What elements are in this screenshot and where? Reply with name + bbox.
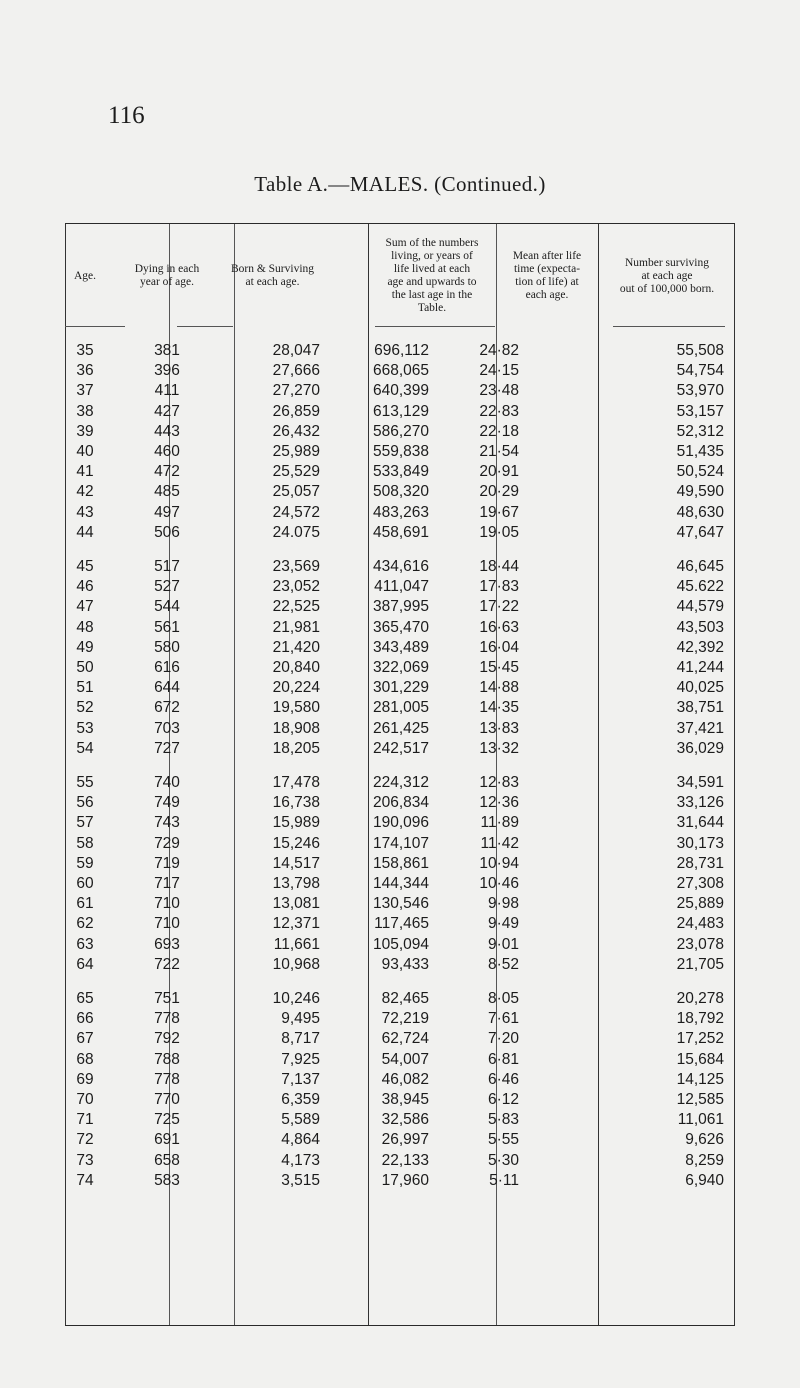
number-surviving-cell: 43,503 [676,618,724,636]
born-surviving-cell: 5,589 [281,1111,320,1129]
sum-living-cell: 190,096 [372,814,429,832]
mean-lifetime-cell: 13·32 [479,739,519,757]
number-surviving-cell: 41,244 [676,659,724,676]
sum-living-cell: 458,691 [372,523,429,541]
born-surviving-cell: 4,173 [281,1151,320,1169]
number-surviving-cell: 55,508 [676,342,724,359]
table-row [65,361,735,380]
number-surviving-cell: 33,126 [676,794,724,812]
born-surviving-cell: 23,052 [272,578,320,596]
number-surviving-cell: 20,278 [676,990,724,1007]
table-row [65,341,735,360]
mean-lifetime-cell: 6·81 [487,1050,519,1068]
dying-cell: 443 [154,422,180,440]
number-surviving-cell: 34,591 [676,774,724,791]
header-dying: Dying in each year of age. [134,263,200,288]
mean-lifetime-cell: 22·18 [479,422,519,440]
number-surviving-cell: 36,029 [676,739,724,757]
mean-lifetime-cell: 7·20 [487,1030,519,1048]
table-row [65,1029,735,1048]
sum-living-cell: 62,724 [381,1030,429,1048]
table-row [65,1070,735,1089]
born-surviving-cell: 3,515 [281,1171,320,1189]
table-row [65,678,735,697]
mean-lifetime-cell: 8·05 [487,990,519,1007]
table-row [65,1151,735,1170]
age-cell: 45 [76,558,94,575]
age-cell: 50 [76,659,94,676]
sum-living-cell: 483,263 [372,503,429,521]
born-surviving-cell: 10,246 [272,990,320,1007]
born-surviving-cell: 4,864 [281,1131,320,1149]
life-table [65,223,735,1326]
dying-cell: 672 [154,699,180,717]
born-surviving-cell: 7,137 [281,1070,320,1088]
age-cell: 38 [76,402,94,420]
born-surviving-cell: 18,205 [272,739,320,757]
age-cell: 49 [76,638,94,656]
born-surviving-cell: 12,371 [272,915,320,933]
table-row [65,1171,735,1190]
dying-cell: 751 [154,990,180,1007]
page-number: 116 [108,102,145,129]
mean-lifetime-cell: 9·01 [487,935,519,953]
sum-living-cell: 32,586 [381,1111,429,1129]
born-surviving-cell: 19,580 [272,699,320,717]
sum-living-cell: 343,489 [372,638,429,656]
header-number-surviving: Number surviving at each age out of 100,000 born. [619,256,715,295]
sum-living-cell: 640,399 [372,382,429,400]
mean-lifetime-cell: 21·54 [479,443,519,460]
mean-lifetime-cell: 10·94 [479,854,519,872]
born-surviving-cell: 20,224 [272,679,320,697]
dying-cell: 727 [154,739,180,757]
born-surviving-cell: 24,572 [272,503,320,521]
age-cell: 46 [76,578,94,596]
age-cell: 37 [76,382,94,400]
header-born-surviving: Born & Surviving at each age. [230,263,315,288]
mean-lifetime-cell: 5·30 [487,1151,519,1169]
sum-living-cell: 365,470 [372,618,429,636]
mean-lifetime-cell: 9·98 [487,895,519,913]
mean-lifetime-cell: 11·89 [480,814,519,832]
mean-lifetime-cell: 16·63 [479,618,519,636]
number-surviving-cell: 53,157 [676,402,724,420]
age-cell: 70 [76,1091,94,1108]
mean-lifetime-cell: 14·35 [479,699,519,717]
table-row [65,773,735,792]
number-surviving-cell: 31,644 [676,814,724,832]
number-surviving-cell: 42,392 [676,638,724,656]
dying-cell: 725 [154,1111,180,1129]
sum-living-cell: 533,849 [372,463,429,481]
born-surviving-cell: 16,738 [272,794,320,812]
age-cell: 43 [76,503,94,521]
sum-living-cell: 387,995 [372,598,429,616]
mean-lifetime-cell: 16·04 [479,638,519,656]
age-cell: 73 [76,1151,94,1169]
born-surviving-cell: 9,495 [281,1010,320,1028]
born-surviving-cell: 18,908 [272,719,320,737]
born-surviving-cell: 7,925 [281,1050,320,1068]
born-surviving-cell: 15,989 [272,814,320,832]
born-surviving-cell: 22,525 [272,598,320,616]
table-row [65,557,735,576]
table-row [65,834,735,853]
dying-cell: 497 [154,503,180,521]
dying-cell: 583 [154,1171,180,1189]
age-cell: 54 [76,739,94,757]
number-surviving-cell: 52,312 [676,422,724,440]
age-cell: 72 [76,1131,94,1149]
table-row [65,1130,735,1149]
dying-cell: 616 [154,659,180,676]
header-rule [375,326,495,327]
sum-living-cell: 158,861 [372,854,429,872]
dying-cell: 544 [154,598,180,616]
number-surviving-cell: 14,125 [676,1070,724,1088]
number-surviving-cell: 50,524 [676,463,724,481]
number-surviving-cell: 24,483 [676,915,724,933]
number-surviving-cell: 21,705 [676,955,724,973]
age-cell: 74 [76,1171,94,1189]
mean-lifetime-cell: 7·61 [487,1010,519,1028]
dying-cell: 658 [154,1151,180,1169]
sum-living-cell: 117,465 [374,915,429,933]
sum-living-cell: 224,312 [372,774,429,791]
sum-living-cell: 322,069 [372,659,429,676]
number-surviving-cell: 25,889 [676,895,724,913]
born-surviving-cell: 10,968 [272,955,320,973]
table-row [65,698,735,717]
mean-lifetime-cell: 19·05 [479,523,519,541]
age-cell: 63 [76,935,94,953]
mean-lifetime-cell: 5·55 [487,1131,519,1149]
age-cell: 36 [76,362,94,380]
number-surviving-cell: 40,025 [676,679,724,697]
table-row [65,955,735,974]
born-surviving-cell: 25,057 [272,483,320,501]
number-surviving-cell: 12,585 [676,1091,724,1108]
sum-living-cell: 261,425 [372,719,429,737]
born-surviving-cell: 23,569 [272,558,320,575]
mean-lifetime-cell: 12·83 [479,774,519,791]
number-surviving-cell: 11,061 [677,1111,724,1129]
dying-cell: 693 [154,935,180,953]
age-cell: 47 [76,598,94,616]
age-cell: 39 [76,422,94,440]
sum-living-cell: 38,945 [381,1091,429,1108]
sum-living-cell: 508,320 [372,483,429,501]
sum-living-cell: 174,107 [372,834,429,852]
table-row [65,618,735,637]
age-cell: 52 [76,699,94,717]
born-surviving-cell: 26,432 [272,422,320,440]
dying-cell: 788 [154,1050,180,1068]
born-surviving-cell: 26,859 [272,402,320,420]
header-rule [613,326,725,327]
sum-living-cell: 17,960 [381,1171,429,1189]
dying-cell: 710 [154,915,180,933]
age-cell: 58 [76,834,94,852]
sum-living-cell: 22,133 [381,1151,429,1169]
age-cell: 40 [76,443,94,460]
mean-lifetime-cell: 6·46 [487,1070,519,1088]
table-row [65,482,735,501]
dying-cell: 485 [154,483,180,501]
born-surviving-cell: 8,717 [281,1030,320,1048]
mean-lifetime-cell: 20·91 [479,463,519,481]
sum-living-cell: 559,838 [372,443,429,460]
table-title: Table A.—MALES. (Continued.) [254,172,546,196]
table-row [65,1050,735,1069]
sum-living-cell: 434,616 [372,558,429,575]
number-surviving-cell: 9,626 [685,1131,724,1149]
dying-cell: 411 [154,382,180,400]
number-surviving-cell: 45.622 [676,578,724,596]
dying-cell: 460 [154,443,180,460]
age-cell: 44 [76,523,94,541]
table-row [65,523,735,542]
sum-living-cell: 72,219 [381,1010,429,1028]
sum-living-cell: 586,270 [372,422,429,440]
born-surviving-cell: 20,840 [272,659,320,676]
born-surviving-cell: 25,529 [272,463,320,481]
sum-living-cell: 144,344 [372,875,429,892]
age-cell: 65 [76,990,94,1007]
age-cell: 61 [76,895,94,913]
mean-lifetime-cell: 11·42 [480,834,519,852]
sum-living-cell: 411,047 [374,578,429,596]
dying-cell: 691 [154,1131,180,1149]
sum-living-cell: 281,005 [372,699,429,717]
number-surviving-cell: 47,647 [676,523,724,541]
dying-cell: 778 [154,1010,180,1028]
dying-cell: 792 [154,1030,180,1048]
dying-cell: 717 [154,875,180,892]
dying-cell: 749 [154,794,180,812]
born-surviving-cell: 15,246 [272,834,320,852]
table-row [65,813,735,832]
sum-living-cell: 242,517 [372,739,429,757]
table-row [65,874,735,893]
table-row [65,442,735,461]
mean-lifetime-cell: 23·48 [479,382,519,400]
age-cell: 67 [76,1030,94,1048]
table-row [65,854,735,873]
number-surviving-cell: 17,252 [676,1030,724,1048]
born-surviving-cell: 24.075 [272,523,320,541]
dying-cell: 517 [154,558,180,575]
table-row [65,503,735,522]
header-age: Age. [73,269,97,282]
table-row [65,739,735,758]
born-surviving-cell: 28,047 [272,342,320,359]
table-row [65,422,735,441]
sum-living-cell: 613,129 [372,402,429,420]
sum-living-cell: 130,546 [372,895,429,913]
number-surviving-cell: 37,421 [676,719,724,737]
mean-lifetime-cell: 5·11 [489,1171,519,1189]
mean-lifetime-cell: 24·82 [479,342,519,359]
table-row [65,638,735,657]
mean-lifetime-cell: 10·46 [479,875,519,892]
dying-cell: 472 [154,463,180,481]
age-cell: 57 [76,814,94,832]
table-row [65,894,735,913]
dying-cell: 561 [154,618,180,636]
born-surviving-cell: 14,517 [272,854,320,872]
born-surviving-cell: 13,081 [272,895,320,913]
age-cell: 35 [76,342,94,359]
sum-living-cell: 668,065 [372,362,429,380]
born-surviving-cell: 13,798 [272,875,320,892]
table-row [65,1090,735,1109]
dying-cell: 527 [154,578,180,596]
age-cell: 59 [76,854,94,872]
age-cell: 66 [76,1010,94,1028]
table-row [65,462,735,481]
dying-cell: 719 [154,854,180,872]
table-row [65,381,735,400]
dying-cell: 396 [154,362,180,380]
born-surviving-cell: 27,270 [272,382,320,400]
table-row [65,1009,735,1028]
age-cell: 69 [76,1070,94,1088]
dying-cell: 778 [154,1070,180,1088]
born-surviving-cell: 21,420 [272,638,320,656]
number-surviving-cell: 54,754 [676,362,724,380]
mean-lifetime-cell: 6·12 [487,1091,519,1108]
number-surviving-cell: 18,792 [676,1010,724,1028]
age-cell: 60 [76,875,94,892]
table-row [65,597,735,616]
table-row [65,719,735,738]
header-mean-after-lifetime: Mean after life time (expecta- tion of life) at each age. [512,250,582,301]
mean-lifetime-cell: 17·83 [479,578,519,596]
born-surviving-cell: 21,981 [272,618,320,636]
age-cell: 71 [76,1111,94,1129]
sum-living-cell: 696,112 [374,342,429,359]
header-rule [65,326,125,327]
age-cell: 41 [76,463,94,481]
table-row [65,935,735,954]
sum-living-cell: 54,007 [381,1050,429,1068]
dying-cell: 740 [154,774,180,791]
sum-living-cell: 105,094 [372,935,429,953]
age-cell: 48 [76,618,94,636]
age-cell: 55 [76,774,94,791]
age-cell: 42 [76,483,94,501]
dying-cell: 722 [154,955,180,973]
number-surviving-cell: 51,435 [676,443,724,460]
number-surviving-cell: 8,259 [685,1151,724,1169]
mean-lifetime-cell: 19·67 [479,503,519,521]
sum-living-cell: 206,834 [372,794,429,812]
mean-lifetime-cell: 18·44 [479,558,519,575]
header-rule [177,326,233,327]
sum-living-cell: 26,997 [381,1131,429,1149]
dying-cell: 743 [154,814,180,832]
age-cell: 64 [76,955,94,973]
number-surviving-cell: 53,970 [676,382,724,400]
born-surviving-cell: 25,989 [272,443,320,460]
table-row [65,658,735,677]
number-surviving-cell: 28,731 [676,854,724,872]
sum-living-cell: 46,082 [381,1070,429,1088]
number-surviving-cell: 27,308 [676,875,724,892]
mean-lifetime-cell: 9·49 [487,915,519,933]
number-surviving-cell: 46,645 [676,558,724,575]
table-row [65,914,735,933]
dying-cell: 703 [154,719,180,737]
number-surviving-cell: 15,684 [676,1050,724,1068]
number-surviving-cell: 6,940 [685,1171,724,1189]
dying-cell: 710 [154,895,180,913]
born-surviving-cell: 11,661 [273,935,320,953]
number-surviving-cell: 49,590 [676,483,724,501]
age-cell: 51 [76,679,94,697]
number-surviving-cell: 44,579 [676,598,724,616]
mean-lifetime-cell: 24·15 [479,362,519,380]
sum-living-cell: 82,465 [381,990,429,1007]
born-surviving-cell: 27,666 [272,362,320,380]
dying-cell: 729 [154,834,180,852]
number-surviving-cell: 48,630 [676,503,724,521]
dying-cell: 506 [154,523,180,541]
age-cell: 68 [76,1050,94,1068]
table-row [65,793,735,812]
number-surviving-cell: 23,078 [676,935,724,953]
born-surviving-cell: 6,359 [281,1091,320,1108]
mean-lifetime-cell: 15·45 [479,659,519,676]
age-cell: 56 [76,794,94,812]
table-row [65,989,735,1008]
mean-lifetime-cell: 5·83 [487,1111,519,1129]
table-row [65,402,735,421]
table-row [65,1110,735,1129]
mean-lifetime-cell: 12·36 [479,794,519,812]
mean-lifetime-cell: 22·83 [479,402,519,420]
age-cell: 53 [76,719,94,737]
number-surviving-cell: 38,751 [676,699,724,717]
born-surviving-cell: 17,478 [272,774,320,791]
sum-living-cell: 93,433 [381,955,429,973]
mean-lifetime-cell: 17·22 [479,598,519,616]
age-cell: 62 [76,915,94,933]
header-sum-living: Sum of the numbers living, or years of life lived at each age and upwards to the last age in the Table. [385,237,479,314]
number-surviving-cell: 30,173 [676,834,724,852]
dying-cell: 381 [154,342,180,359]
mean-lifetime-cell: 13·83 [479,719,519,737]
dying-cell: 580 [154,638,180,656]
mean-lifetime-cell: 8·52 [487,955,519,973]
sum-living-cell: 301,229 [372,679,429,697]
table-row [65,577,735,596]
dying-cell: 770 [154,1091,180,1108]
mean-lifetime-cell: 20·29 [479,483,519,501]
mean-lifetime-cell: 14·88 [479,679,519,697]
dying-cell: 427 [154,402,180,420]
dying-cell: 644 [154,679,180,697]
